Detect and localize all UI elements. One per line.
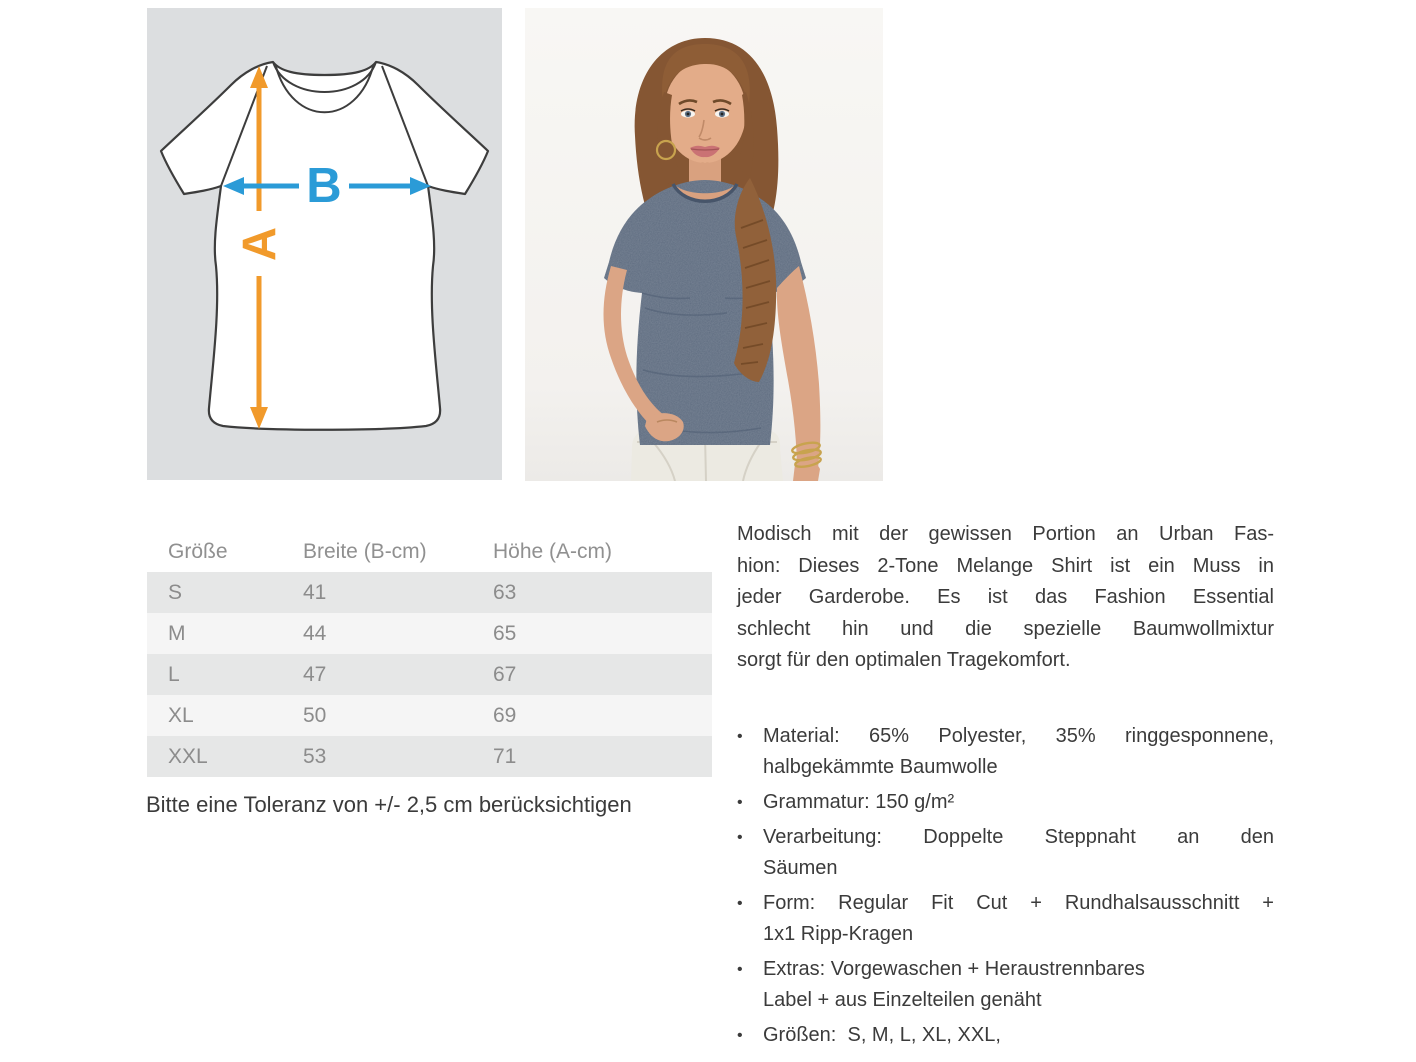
paragraph-line: Modisch mit der gewissen Portion an Urban Fas- <box>737 523 1274 545</box>
size-cell: S <box>168 580 183 604</box>
table-row-s <box>147 572 712 613</box>
hoehe-cell: 63 <box>493 580 517 604</box>
feature-list <box>737 721 1274 1051</box>
column-header-hoehe: Höhe (A-cm) <box>493 539 613 563</box>
size-cell: XL <box>168 703 194 727</box>
table-row-xxl <box>147 736 712 777</box>
feature-item-groessen: • Größen: S, M, L, XL, XXL, <box>737 1020 1274 1051</box>
size-cell: XXL <box>168 744 208 768</box>
tolerance-note: Bitte eine Toleranz von +/- 2,5 cm berücksichtigen <box>146 792 632 817</box>
hoehe-cell: 71 <box>493 744 517 768</box>
table-row-l <box>147 654 712 695</box>
breite-cell: 44 <box>303 621 327 645</box>
feature-item-verarbeitung: • Verarbeitung: Doppelte Steppnaht an den Säumen <box>737 822 1274 884</box>
feature-item-extras: • Extras: Vorgewaschen + Heraustrennbares Label + aus Einzelteilen genäht <box>737 954 1274 1016</box>
column-header-groesse: Größe <box>168 539 228 563</box>
bullet-icon: • <box>737 894 743 912</box>
measure-label-b: B <box>306 159 342 213</box>
description-paragraph <box>737 519 1274 677</box>
hoehe-cell: 67 <box>493 662 517 686</box>
product-photo-panel <box>525 8 883 481</box>
breite-cell: 47 <box>303 662 327 686</box>
paragraph-line: sorgt für den optimalen Tragekomfort. <box>737 649 1071 671</box>
bullet-icon: • <box>737 727 743 745</box>
paragraph-line: hion: Dieses 2-Tone Melange Shirt ist ein Muss in <box>737 554 1274 577</box>
table-row-m <box>147 613 712 654</box>
breite-cell: 41 <box>303 580 327 604</box>
hoehe-cell: 65 <box>493 621 517 645</box>
model-face <box>664 61 746 163</box>
breite-cell: 53 <box>303 744 327 768</box>
bullet-icon: • <box>737 828 743 846</box>
size-cell: L <box>168 662 180 686</box>
table-row-xl <box>147 695 712 736</box>
column-header-breite: Breite (B-cm) <box>303 539 427 563</box>
breite-cell: 50 <box>303 703 327 727</box>
feature-item-material: • Material: 65% Polyester, 35% ringgesponnene, halbgekämmte Baumwolle <box>737 721 1274 783</box>
paragraph-line: jeder Garderobe. Es ist das Fashion Essential <box>737 586 1274 608</box>
bullet-icon: • <box>737 1026 743 1044</box>
measure-label-a: A <box>232 227 286 261</box>
size-diagram-panel <box>147 8 502 480</box>
size-cell: M <box>168 621 186 645</box>
size-table-section <box>147 531 712 777</box>
feature-item-grammatur: • Grammatur: 150 g/m² <box>737 787 1274 818</box>
tshirt-measurement-diagram <box>147 8 502 480</box>
size-table-header-row <box>147 531 712 572</box>
model-photo <box>525 8 883 481</box>
tshirt-outline <box>161 62 488 430</box>
hoehe-cell: 69 <box>493 703 517 727</box>
feature-item-form: • Form: Regular Fit Cut + Rundhalsausschnitt + 1x1 Ripp-Kragen <box>737 888 1274 950</box>
product-description <box>737 519 1274 1055</box>
bullet-icon: • <box>737 793 743 811</box>
bullet-icon: • <box>737 960 743 978</box>
size-table <box>147 531 712 777</box>
paragraph-line: schlecht hin und die spezielle Baumwollmixtur <box>737 617 1274 640</box>
